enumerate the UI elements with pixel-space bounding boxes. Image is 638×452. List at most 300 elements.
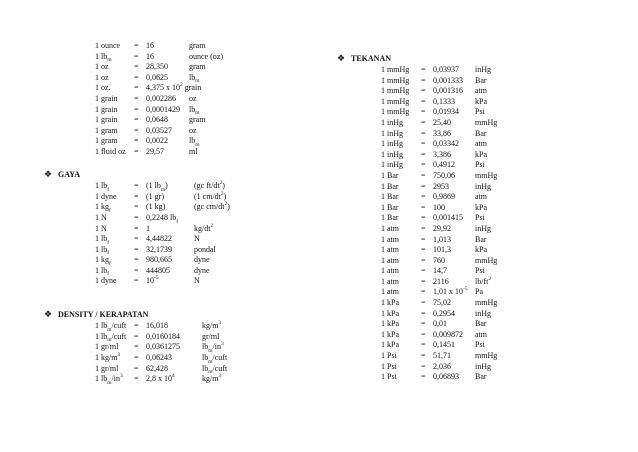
table-row: [44, 62, 334, 73]
cell-c: [433, 76, 463, 87]
cell-c: [433, 266, 447, 277]
cell-b: [421, 65, 426, 76]
mass-table: [44, 41, 334, 158]
cell-text: 1 inHg: [381, 160, 403, 170]
cell-c: [146, 147, 164, 158]
cell-text: kPa: [475, 96, 487, 106]
cell-d: [202, 332, 219, 343]
cell-b: [421, 224, 426, 235]
cell-text: Bar: [475, 234, 487, 244]
cell-b: [134, 83, 139, 94]
superscript: 3: [119, 373, 123, 380]
cell-a: [95, 234, 109, 245]
cell-text: ounce (oz): [189, 51, 223, 61]
cell-a: [95, 62, 109, 73]
cell-d: [189, 41, 205, 52]
cell-c: [146, 136, 168, 147]
cell-b: [421, 150, 426, 161]
cell-text: gram: [189, 115, 206, 125]
superscript: -5: [463, 286, 468, 293]
subscript: f: [176, 218, 179, 225]
cell-text: Psi: [475, 266, 485, 276]
cell-text: 0,0625: [146, 72, 168, 82]
cell-text: 1 Bar: [381, 213, 399, 223]
cell-text: 4,375 x 10: [146, 83, 180, 93]
cell-text: =: [134, 265, 139, 275]
cell-text: 28,350: [146, 62, 168, 72]
subscript: f: [107, 239, 110, 246]
cell-text: 750,06: [433, 170, 455, 180]
cell-text: 0,0022: [146, 136, 168, 146]
cell-text: 1 kPa: [381, 340, 399, 350]
cell-text: =: [421, 266, 426, 276]
cell-c: [146, 374, 175, 385]
cell-text: gram: [189, 41, 206, 50]
cell-a: [381, 150, 403, 161]
cell-a: [381, 372, 397, 383]
cell-b: [134, 364, 139, 375]
table-row: [44, 234, 334, 245]
cell-a: [95, 342, 118, 353]
cell-text: 1 gram: [95, 125, 118, 135]
section-title: DENSITY / KERAPATAN: [58, 310, 149, 320]
cell-text: 1 mmHg: [381, 96, 410, 106]
cell-text: 1 dyne: [95, 191, 117, 201]
cell-text: oz: [189, 125, 197, 135]
cell-b: [134, 332, 139, 343]
cell-b: [421, 86, 426, 97]
cell-text: 1 lb: [95, 374, 108, 384]
cell-a: [381, 192, 399, 203]
table-row: [44, 41, 334, 52]
cell-a: [381, 351, 397, 362]
cell-b: [421, 330, 426, 341]
cell-c: [146, 224, 150, 235]
cell-text: =: [421, 329, 426, 339]
cell-b: [421, 372, 426, 383]
cell-text: lb: [189, 104, 196, 114]
cell-b: [421, 340, 426, 351]
cell-text: =: [134, 321, 139, 331]
cell-text: 1 Psi: [381, 361, 397, 371]
cell-text: 0,06893: [433, 372, 459, 382]
cell-b: [421, 309, 426, 320]
superscript: 4: [172, 373, 175, 380]
cell-d: [475, 139, 487, 150]
cell-text: kg/m: [202, 374, 219, 384]
cell-text: dyne: [194, 255, 210, 265]
table-row: [44, 94, 334, 105]
subscript: m: [208, 358, 213, 365]
cell-c: [146, 342, 180, 353]
cell-c: [433, 309, 455, 320]
cell-a: [95, 353, 120, 364]
table-row: [337, 203, 637, 214]
cell-text: =: [421, 202, 426, 212]
cell-b: [134, 136, 139, 147]
cell-c: [146, 364, 168, 375]
cell-text: 1,013: [433, 234, 451, 244]
cell-text: (1 gr): [146, 191, 164, 201]
cell-text: 0,1451: [433, 340, 455, 350]
cell-text: =: [134, 104, 139, 114]
cell-a: [381, 203, 399, 214]
cell-text: 1 atm: [381, 287, 399, 297]
cell-text: =: [421, 298, 426, 308]
cell-text: N: [194, 276, 200, 286]
cell-c: [433, 340, 455, 351]
cell-c: [433, 319, 447, 330]
cell-b: [421, 319, 426, 330]
cell-d: [194, 255, 210, 266]
subscript: f: [109, 260, 111, 267]
table-row: [337, 97, 637, 108]
cell-d: [475, 287, 483, 298]
cell-d: [475, 171, 497, 182]
table-row: [337, 118, 637, 129]
cell-text: 760: [433, 255, 445, 265]
cell-d: [475, 256, 497, 267]
cell-text: lb: [202, 342, 209, 352]
cell-d: [189, 62, 205, 73]
cell-c: [433, 351, 451, 362]
cell-c: [146, 321, 168, 332]
cell-text: =: [134, 181, 139, 191]
cell-c: [146, 276, 159, 287]
cell-a: [95, 276, 117, 287]
superscript: 3: [220, 341, 224, 348]
cell-a: [95, 94, 117, 105]
cell-d: [202, 321, 221, 332]
cell-d: [194, 234, 200, 245]
cell-text: 1 lb: [95, 51, 108, 61]
cell-text: 1 N: [95, 223, 107, 233]
subscript: m: [195, 141, 200, 148]
cell-b: [421, 277, 426, 288]
cell-a: [381, 171, 399, 182]
cell-text: =: [421, 213, 426, 223]
cell-text: 29,92: [433, 223, 451, 233]
cell-d: [475, 362, 491, 373]
cell-c: [146, 332, 180, 343]
cell-b: [134, 276, 139, 287]
table-row: [44, 83, 334, 94]
gaya-heading: [44, 168, 334, 181]
cell-text: 4,44822: [146, 234, 172, 244]
cell-text: Psi: [475, 340, 485, 350]
cell-a: [381, 340, 399, 351]
cell-text: lb: [189, 136, 196, 146]
cell-d: [194, 192, 226, 203]
cell-a: [381, 330, 399, 341]
cell-text: 980,665: [146, 255, 172, 265]
cell-text: =: [134, 212, 139, 222]
cell-text: 0,4912: [433, 160, 455, 170]
cell-d: [475, 76, 487, 87]
cell-d: [475, 107, 485, 118]
cell-text: 1 gr/ml: [95, 342, 119, 352]
cell-b: [134, 41, 139, 52]
density-table: [44, 321, 334, 385]
cell-text: 0,002286: [146, 93, 176, 103]
cell-d: [475, 203, 487, 214]
cell-b: [134, 147, 139, 158]
cell-text: 3,386: [433, 149, 451, 159]
table-row: [337, 139, 637, 150]
cell-a: [381, 76, 409, 87]
cell-text: 444805: [146, 265, 170, 275]
cell-text: mmHg: [475, 117, 498, 127]
table-row: [337, 129, 637, 140]
cell-c: [433, 171, 455, 182]
cell-a: [381, 298, 399, 309]
cell-b: [134, 224, 139, 235]
cell-text: 1 N: [95, 212, 107, 222]
diamond-bullet-icon: ❖: [337, 53, 346, 63]
cell-b: [134, 213, 139, 224]
table-row: [44, 276, 334, 287]
cell-text: =: [134, 41, 139, 50]
cell-b: [421, 192, 426, 203]
cell-text: 1 lb: [95, 265, 108, 275]
table-row: [337, 256, 637, 267]
cell-text: =: [134, 363, 139, 373]
cell-text: 0,01: [433, 319, 447, 329]
cell-b: [134, 266, 139, 277]
cell-b: [134, 374, 139, 385]
table-row: [44, 192, 334, 203]
cell-text: 25,40: [433, 117, 451, 127]
cell-text: Bar: [475, 128, 487, 138]
cell-d: [475, 97, 487, 108]
cell-d: [189, 52, 223, 63]
cell-text: 1 inHg: [381, 139, 403, 149]
cell-text: =: [421, 65, 426, 74]
cell-d: [475, 192, 487, 203]
cell-b: [134, 255, 139, 266]
subscript: f: [107, 186, 110, 193]
cell-b: [421, 139, 426, 150]
cell-a: [95, 332, 126, 343]
cell-b: [421, 97, 426, 108]
cell-text: =: [134, 146, 139, 156]
table-row: [44, 136, 334, 147]
cell-b: [134, 353, 139, 364]
table-row: [337, 330, 637, 341]
cell-text: =: [134, 353, 139, 363]
cell-text: atm: [475, 329, 487, 339]
cell-d: [475, 351, 497, 362]
right-column: [337, 52, 637, 383]
table-row: [44, 342, 334, 353]
cell-text: =: [421, 255, 426, 265]
cell-c: [146, 181, 168, 192]
cell-a: [381, 277, 399, 288]
cell-tail: /in: [212, 342, 221, 352]
cell-text: kPa: [475, 202, 487, 212]
cell-text: 1 kg: [95, 202, 109, 212]
cell-text: =: [421, 192, 426, 202]
cell-c: [146, 202, 165, 213]
cell-text: =: [134, 72, 139, 82]
cell-d: [475, 319, 487, 330]
cell-text: kg/dt: [194, 223, 211, 233]
table-row: [337, 171, 637, 182]
subscript: m: [208, 369, 213, 376]
cell-b: [134, 181, 139, 192]
superscript: 2: [210, 222, 214, 229]
cell-text: 1 fluid oz: [95, 146, 126, 156]
cell-text: 1 atm: [381, 255, 399, 265]
cell-b: [421, 182, 426, 193]
table-row: [337, 245, 637, 256]
cell-text: =: [421, 117, 426, 127]
cell-text: 0,001333: [433, 75, 463, 85]
cell-a: [381, 235, 399, 246]
subscript: m: [195, 110, 200, 117]
cell-text: 1 kPa: [381, 329, 399, 339]
cell-d: [475, 182, 491, 193]
cell-text: 0,03342: [433, 139, 459, 149]
cell-b: [134, 342, 139, 353]
cell-text: 0,2954: [433, 308, 455, 318]
cell-text: 1 lb: [95, 181, 108, 191]
cell-a: [95, 266, 109, 277]
cell-d: [475, 160, 485, 171]
cell-d: [475, 266, 485, 277]
cell-text: inHg: [475, 361, 491, 371]
cell-text: inHg: [475, 65, 491, 74]
cell-a: [381, 245, 399, 256]
cell-text: =: [134, 202, 139, 212]
cell-text: =: [421, 245, 426, 255]
cell-text: (1 cm/dt: [194, 191, 221, 201]
cell-b: [421, 235, 426, 246]
cell-d: [475, 245, 487, 256]
cell-c: [146, 192, 164, 203]
cell-text: 2116: [433, 276, 449, 286]
cell-a: [95, 224, 107, 235]
cell-text: Bar: [475, 372, 487, 382]
table-row: [337, 150, 637, 161]
cell-tail: grain: [182, 83, 202, 93]
table-row: [44, 115, 334, 126]
table-row: [337, 213, 637, 224]
cell-text: =: [134, 331, 139, 341]
cell-text: 1 atm: [381, 266, 399, 276]
cell-text: 1: [146, 223, 150, 233]
cell-d: [202, 374, 221, 385]
cell-text: 1 lb: [95, 331, 108, 341]
cell-text: =: [421, 86, 426, 96]
cell-text: 1 atm: [381, 223, 399, 233]
table-row: [44, 213, 334, 224]
cell-c: [433, 192, 455, 203]
diamond-bullet-icon: ❖: [44, 169, 53, 180]
cell-d: [189, 115, 205, 126]
cell-text: 1 mmHg: [381, 86, 410, 96]
table-row: [44, 353, 334, 364]
cell-text: =: [421, 276, 426, 286]
superscript: 2: [180, 82, 183, 89]
cell-text: =: [421, 107, 426, 117]
table-row: [337, 362, 637, 373]
cell-text: lb: [202, 363, 209, 373]
cell-b: [421, 203, 426, 214]
cell-a: [381, 224, 399, 235]
cell-text: 0,001415: [433, 213, 463, 223]
cell-a: [381, 319, 399, 330]
density-heading: [44, 308, 334, 321]
cell-c: [146, 353, 172, 364]
subscript: f: [107, 250, 110, 257]
cell-text: 1 gram: [95, 136, 118, 146]
table-row: [44, 224, 334, 235]
cell-c: [146, 94, 176, 105]
cell-text: 1 kPa: [381, 308, 399, 318]
cell-a: [95, 115, 117, 126]
cell-text: 0,03527: [146, 125, 172, 135]
cell-text: lb: [189, 72, 196, 82]
cell-a: [381, 129, 403, 140]
table-row: [44, 73, 334, 84]
cell-d: [475, 65, 491, 76]
cell-c: [433, 150, 451, 161]
cell-text: 1 atm: [381, 234, 399, 244]
cell-text: =: [421, 181, 426, 191]
cell-a: [381, 86, 409, 97]
cell-b: [134, 105, 139, 116]
cell-a: [381, 97, 409, 108]
cell-text: =: [421, 372, 426, 382]
cell-c: [146, 105, 180, 116]
cell-c: [146, 126, 172, 137]
cell-text: (1 lb: [146, 181, 161, 191]
cell-text: (1 kg): [146, 202, 166, 212]
cell-c: [433, 298, 451, 309]
table-row: [44, 52, 334, 63]
cell-text: gr/ml: [202, 331, 220, 341]
diamond-bullet-icon: ❖: [44, 309, 53, 320]
cell-text: 16: [146, 41, 154, 50]
cell-text: 1 Psi: [381, 372, 397, 382]
cell-text: =: [421, 287, 426, 297]
cell-text: =: [134, 83, 139, 93]
cell-tail: ): [222, 181, 225, 191]
cell-c: [433, 213, 463, 224]
cell-a: [381, 118, 403, 129]
cell-d: [475, 298, 497, 309]
table-row: [44, 105, 334, 116]
cell-b: [421, 213, 426, 224]
table-row: [337, 182, 637, 193]
cell-text: =: [421, 351, 426, 361]
cell-text: =: [421, 170, 426, 180]
cell-text: =: [421, 223, 426, 233]
cell-c: [146, 73, 168, 84]
table-row: [337, 266, 637, 277]
cell-c: [433, 287, 468, 298]
cell-a: [95, 136, 117, 147]
cell-b: [421, 107, 426, 118]
cell-text: =: [134, 191, 139, 201]
cell-c: [433, 107, 459, 118]
cell-text: =: [134, 223, 139, 233]
cell-b: [421, 171, 426, 182]
cell-text: 2,8 x 10: [146, 374, 172, 384]
cell-c: [433, 129, 451, 140]
cell-text: 1 Bar: [381, 202, 399, 212]
